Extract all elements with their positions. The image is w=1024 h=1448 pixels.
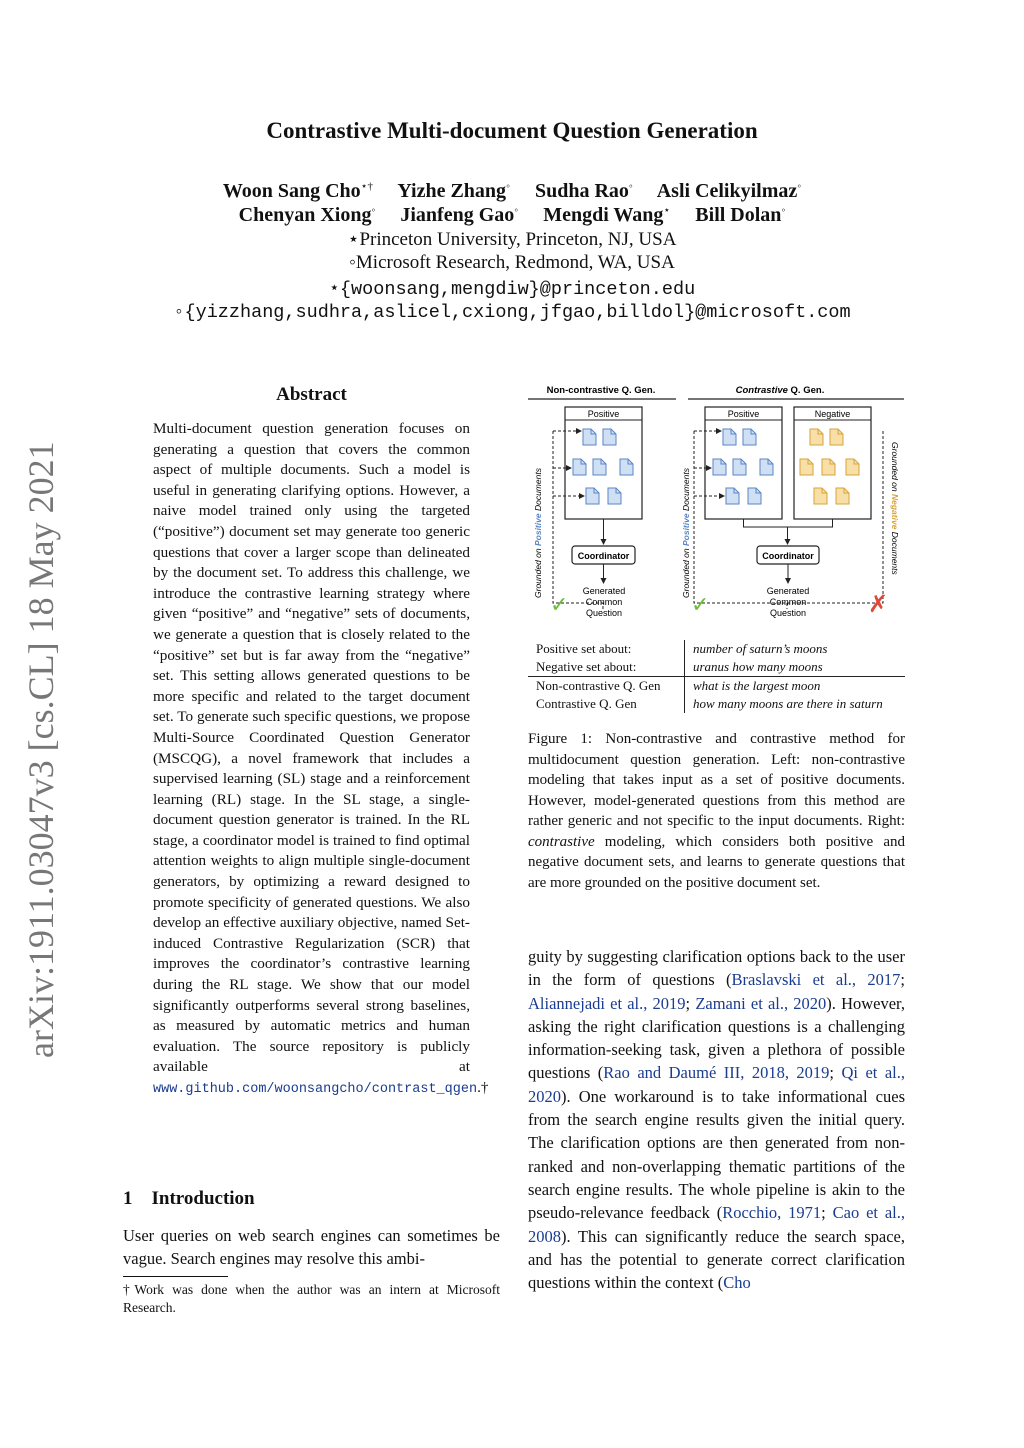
section-heading-introduction: 1 Introduction [123, 1188, 255, 1209]
right-output-question [767, 586, 810, 618]
author: Bill Dolan◦ [695, 203, 786, 226]
right-column-paragraph: guity by suggesting clarification options back to the user in the form of questions (Braslavski et al., 2017; Aliannejadi et al., 2019; Zamani et al., 2020). However, asking the right clarification questions is a challenging information-seeking task, given a plethora of possible questions (Rao and Daumé III, 2018, 2019; Qi et al., 2020). One workaround is to take informational cues from the search engine results given the initial query. The clarification options are then generated from non-ranked and non-overlapping thematic partitions of the search engine results. The whole pipeline is akin to the pseudo-relevance feedback (Rocchio, 1971; Cao et al., 2008). This can significantly reduce the search space, and has the potential to generate correct clarification questions within the context (Cho [528, 947, 906, 1293]
right-negative-box [794, 407, 871, 519]
repository-link[interactable]: www.github.com/woonsangcho/contrast_qgen [153, 1082, 478, 1097]
affiliation-microsoft: ◦Microsoft Research, Redmond, WA, USA [349, 252, 675, 273]
author: Mengdi Wang⋆ [543, 203, 671, 226]
svg-text:Generated: Generated [582, 586, 626, 596]
citation-link[interactable]: Rocchio, 1971 [722, 1203, 822, 1223]
email-microsoft: ◦{yizzhang,sudhra,aslicel,cxiong,jfgao,billdol}@microsoft.com [173, 302, 851, 323]
intro-paragraph: User queries on web search engines can sometimes be vague. Search engines may resolve this ambi- [123, 1226, 500, 1269]
left-grounded-positive-label: Grounded on Positive Documents [533, 468, 543, 598]
svg-text:Common: Common [769, 597, 807, 607]
figure-1-example-table [528, 640, 905, 713]
email-princeton: ⋆{woonsang,mengdiw}@princeton.edu [328, 279, 696, 300]
positive-document-icons [573, 429, 633, 504]
positive-label: Positive [587, 409, 620, 419]
svg-text:Question: Question [585, 608, 623, 618]
svg-text:Question: Question [769, 608, 807, 618]
authors-line-2 [0, 203, 1024, 227]
citation-link[interactable]: Cao et al., 2008 [528, 1203, 905, 1246]
table-cell-value: number of saturn’s moons [693, 641, 828, 656]
figure-1-diagram [528, 380, 904, 625]
right-grounded-negative-label: Grounded on Negative Documents [890, 442, 900, 575]
abstract-end: .† [477, 1079, 489, 1096]
author: Yizhe Zhang◦ [397, 179, 510, 202]
authors-line-1 [0, 179, 1024, 203]
table-cell-label: Contrastive Q. Gen [528, 695, 685, 713]
figure-1-caption: Figure 1: Non-contrastive and contrastive method for multidocument question generation. Left: non-contrastive modeling that takes input as a set of positive documents. However, model-generated questions from this method are rather generic and not specific to the input documents. Right: contrastive modeling, which considers both positive and negative document sets, and learns to generate questions that are more grounded on the positive document set. [528, 731, 905, 891]
positive-document-icons [713, 429, 773, 504]
author: Asli Celikyilmaz◦ [656, 179, 802, 202]
right-positive-box [705, 407, 782, 519]
citation-link[interactable]: Aliannejadi et al., 2019 [528, 993, 686, 1013]
right-panel-title: Contrastive Q. Gen. [735, 385, 825, 396]
negative-label: Negative [814, 409, 851, 419]
citation-link[interactable]: Braslavski et al., 2017 [731, 970, 901, 990]
svg-text:Positive: Positive [727, 409, 760, 419]
table-row [528, 695, 905, 713]
table-cell-label: Non-contrastive Q. Gen [528, 677, 685, 696]
author: Jianfeng Gao◦ [400, 203, 519, 226]
check-icon: ✓ [550, 592, 569, 617]
arxiv-identifier: arXiv:1911.03047v3 [cs.CL] 18 May 2021 [21, 441, 61, 1058]
left-positive-box [565, 407, 642, 519]
table-cell-label: Positive set about: [528, 640, 685, 658]
citation-link[interactable]: Qi et al., 2020 [528, 1063, 905, 1106]
table-cell-label: Negative set about: [528, 658, 685, 677]
left-panel-title: Non-contrastive Q. Gen. [546, 385, 656, 396]
affiliation-princeton: ⋆Princeton University, Princeton, NJ, USA [347, 229, 677, 250]
table-row [528, 640, 905, 658]
author: Chenyan Xiong◦ [238, 203, 376, 226]
abstract-text: Multi-document question generation focuses on generating a question that covers the common aspect of multiple documents. Such a model is useful in generating clarifying options. However, a naive model trained only using the targeted (“positive”) document set may generate too generic questions that cover a larger scope than delineated by the document set. To address this challenge, we introduce the contrastive learning strategy where given “positive” and “negative” sets of documents, we generate a question that is closely related to the “positive” set but is far away from the “negative” set. This setting allows generated questions to be more specific and related to the target document set. To generate such specific questions, we propose Multi-Source Coordinated Question Generator (MSCQG), a novel framework that includes a supervised learning (SL) stage and a reinforcement learning (RL) stage. In the SL stage, a single-document question generator is trained. In the RL stage, a coordinator model is trained to find optimal attention weights to align multiple single-document generators, by optimizing a reward designed to promote specificity of generated questions. We also develop an effective auxiliary objective, named Set-induced Contrastive Regularization (SCR) that improves the coordinator’s contrastive learning during the RL stage. We show that our model significantly outperforms several strong baselines, as measured by automatic metrics and human evaluation. The source repository is publicly available at [153, 420, 470, 1076]
left-output-question [583, 586, 626, 618]
right-coordinator-label: Coordinator [762, 551, 814, 561]
negative-document-icons [800, 429, 859, 504]
author: Sudha Rao◦ [534, 179, 633, 202]
citation-link[interactable]: Rao and Daumé III, 2018, 2019 [603, 1063, 830, 1083]
footnote: †Work was done when the author was an intern at Microsoft Research. [123, 1282, 500, 1315]
footnote-rule [123, 1276, 228, 1277]
author: Woon Sang Cho⋆† [222, 179, 374, 202]
table-cell-value: how many moons are there in saturn [693, 696, 883, 711]
table-row [528, 658, 905, 677]
svg-text:Generated: Generated [766, 586, 810, 596]
abstract-body [153, 419, 489, 1101]
check-icon: ✓ [691, 592, 710, 617]
table-cell-value: uranus how many moons [693, 659, 823, 674]
paper-title: Contrastive Multi-document Question Generation [266, 118, 758, 143]
cross-icon: ✗ [868, 591, 889, 618]
svg-text:Common: Common [585, 597, 623, 607]
citation-link[interactable]: Cho [723, 1273, 751, 1293]
right-grounded-positive-label: Grounded on Positive Documents [681, 468, 691, 598]
abstract-heading: Abstract [276, 384, 347, 405]
citation-link[interactable]: Zamani et al., 2020 [695, 993, 827, 1013]
table-row [528, 677, 905, 696]
left-coordinator-label: Coordinator [577, 551, 630, 561]
table-cell-value: what is the largest moon [685, 677, 906, 696]
